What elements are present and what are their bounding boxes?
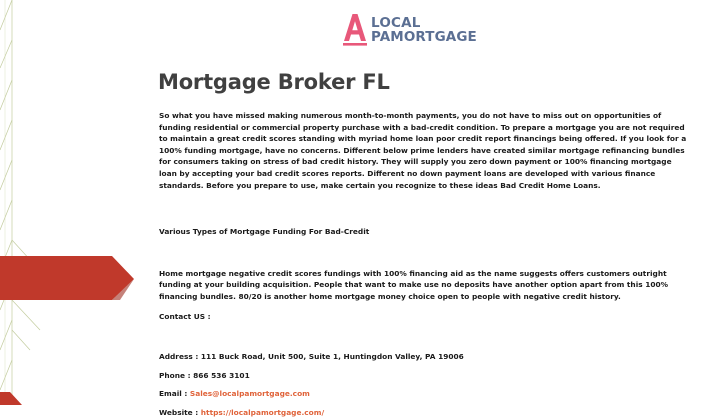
content-body [159, 110, 691, 419]
email-label: Email : [159, 389, 190, 399]
red-bottom-shape [0, 392, 22, 405]
decor-lines [0, 0, 140, 405]
email-link[interactable]: Sales@localpamortgage.com [189, 389, 310, 399]
intro-paragraph: So what you have missed making numerous month-to-month payments, you do not have to miss out on opportunities of funding residential or commercial property purchase with a bad-credit condition. To prepare a mortgage you are not required to maintain a great credit scores standing with myriad home loan poor credit report financings being offered. If you look for a 100% funding mortgage, have no concerns. Different below prime lenders have created similar mortgage refinancing bundles for consumers taking on stress of bad credit history. They will supply you zero down payment or 100% financing mortgage loan by accepting your bad credit scores reports. Different no down payment loans are developed with various finance standards. Before you prepare to use, make certain you recognize to these ideas Bad Credit Home Loans. [159, 111, 687, 190]
website-line [159, 407, 691, 419]
left-decoration [0, 0, 140, 405]
body-paragraph: Home mortgage negative credit scores fundings with 100% financing aid as the name suggests offers customers outright funding at your building acquisition. People that want to make use no deposits have another option apart from this 100% financing bundles. 80/20 is another home mortgage money choice open to people with negative credit history. [159, 268, 669, 301]
phone-line [159, 370, 691, 382]
phone-label: Phone : [159, 370, 194, 380]
email-line [159, 388, 691, 400]
logo-line2: PAMORTGAGE [371, 29, 477, 45]
address-line [159, 351, 691, 363]
contact-heading: Contact US : [159, 311, 211, 321]
address-value: 111 Buck Road, Unit 500, Suite 1, Huntingdon Valley, PA 19006 [200, 352, 464, 362]
website-link[interactable]: https://localpamortgage.com/ [200, 407, 325, 417]
phone-value: 866 536 3101 [193, 370, 250, 380]
website-label: Website : [159, 407, 201, 417]
logo [342, 11, 512, 51]
logo-text [371, 16, 477, 44]
logo-a-icon [342, 11, 368, 47]
subheading: Various Types of Mortgage Funding For Bad-Credit [159, 227, 370, 237]
address-label: Address : [159, 352, 201, 362]
red-arrow-shape [0, 256, 134, 300]
logo-line1: LOCAL [371, 15, 421, 31]
page-title: Mortgage Broker FL [158, 70, 390, 94]
